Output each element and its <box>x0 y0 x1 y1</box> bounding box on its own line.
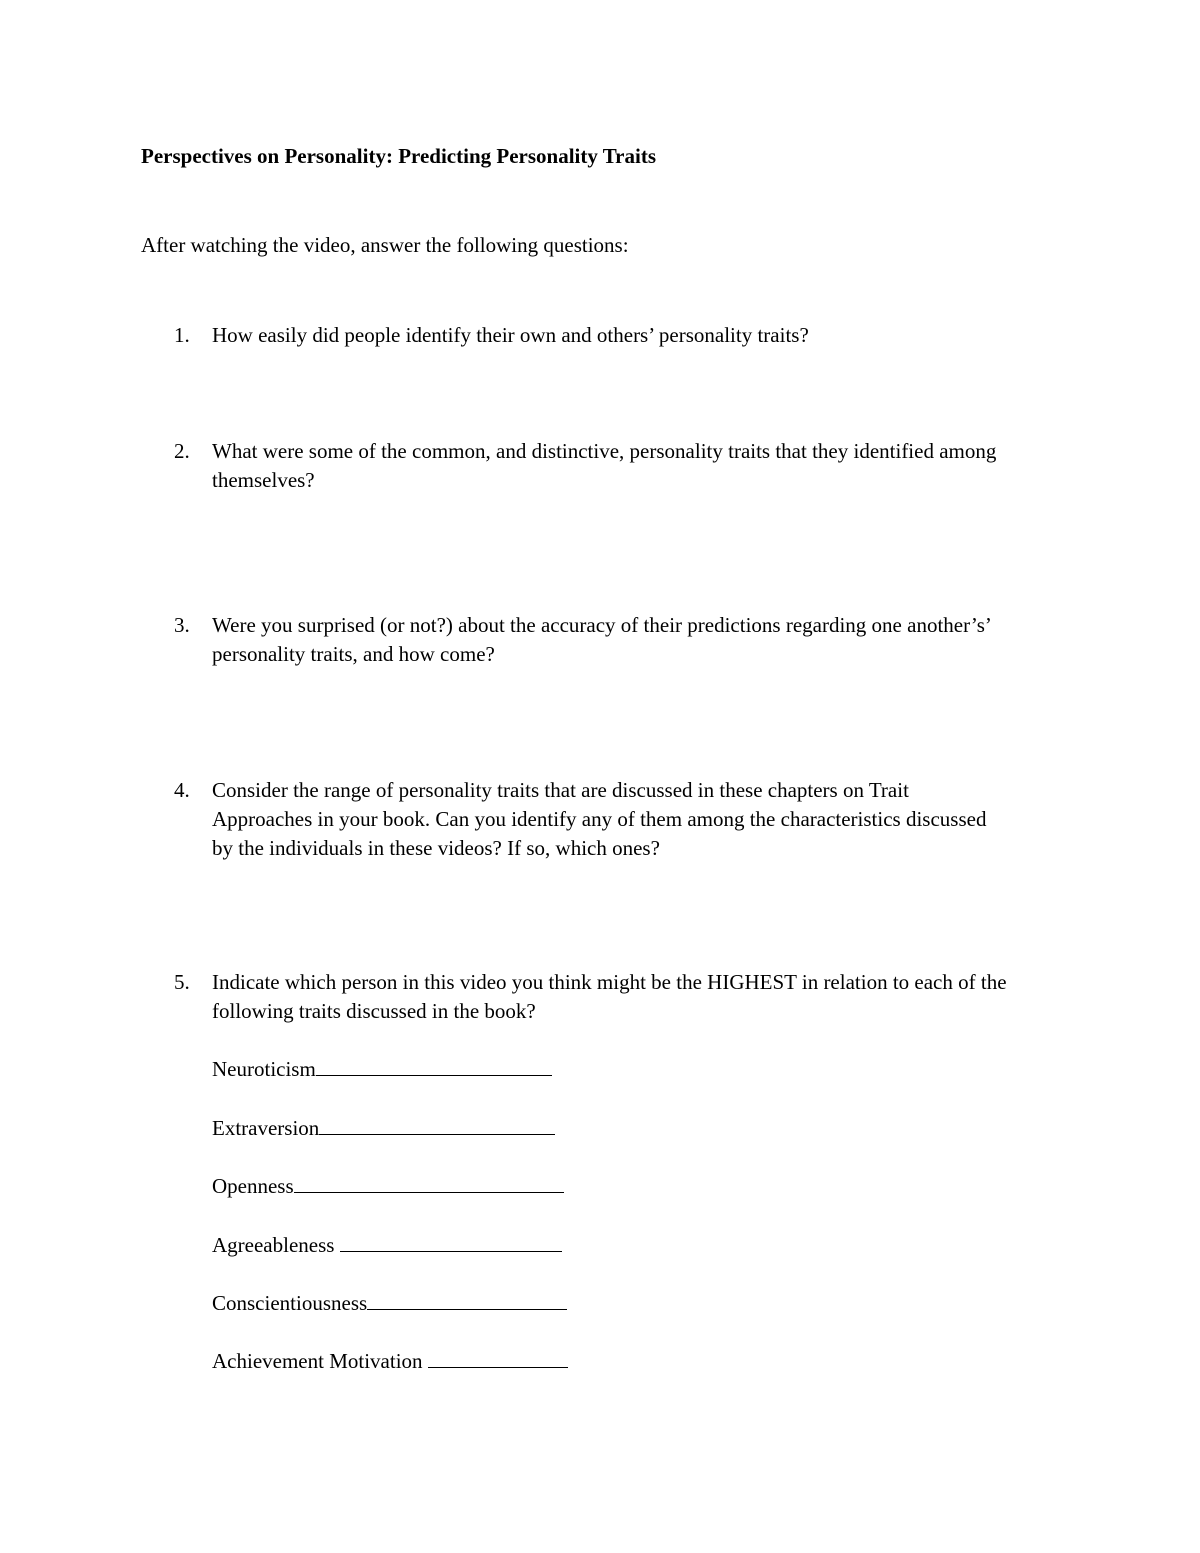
question-text: Indicate which person in this video you think might be the HIGHEST in relation to each of the following traits discussed in the book? <box>212 970 1007 1023</box>
answer-blank[interactable] <box>316 1057 552 1076</box>
trait-openness <box>212 1172 564 1201</box>
document-title: Perspectives on Personality: Predicting Personality Traits <box>141 144 656 168</box>
answer-blank[interactable] <box>294 1174 564 1193</box>
question-text: How easily did people identify their own and others’ personality traits? <box>212 323 809 347</box>
trait-conscientiousness <box>212 1289 567 1318</box>
question-text: What were some of the common, and distinctive, personality traits that they identified among themselves? <box>212 439 997 492</box>
question-number: 1. <box>174 323 190 347</box>
question-number: 4. <box>174 778 190 802</box>
trait-label: Agreeableness <box>212 1233 340 1257</box>
question-text: Consider the range of personality traits that are discussed in these chapters on Trait Approaches in your book. Can you identify any of them among the characteristics discussed by the individuals in these videos? If so, which ones? <box>212 778 987 860</box>
answer-blank[interactable] <box>367 1291 567 1310</box>
question-text: Were you surprised (or not?) about the accuracy of their predictions regarding one another’s’ personality traits, and how come? <box>212 613 991 666</box>
trait-label: Openness <box>212 1174 294 1198</box>
question-number: 3. <box>174 613 190 637</box>
trait-agreeableness <box>212 1231 562 1260</box>
question-number: 2. <box>174 439 190 463</box>
answer-blank[interactable] <box>340 1233 562 1252</box>
trait-achievement-motivation <box>212 1347 568 1376</box>
trait-extraversion <box>212 1114 555 1143</box>
answer-blank[interactable] <box>428 1349 568 1368</box>
question-number: 5. <box>174 970 190 994</box>
trait-label: Extraversion <box>212 1116 320 1140</box>
trait-label: Achievement Motivation <box>212 1349 428 1373</box>
trait-label: Neuroticism <box>212 1057 316 1081</box>
intro-text: After watching the video, answer the following questions: <box>141 233 629 257</box>
answer-blank[interactable] <box>319 1116 555 1135</box>
trait-label: Conscientiousness <box>212 1291 368 1315</box>
trait-neuroticism <box>212 1055 552 1084</box>
